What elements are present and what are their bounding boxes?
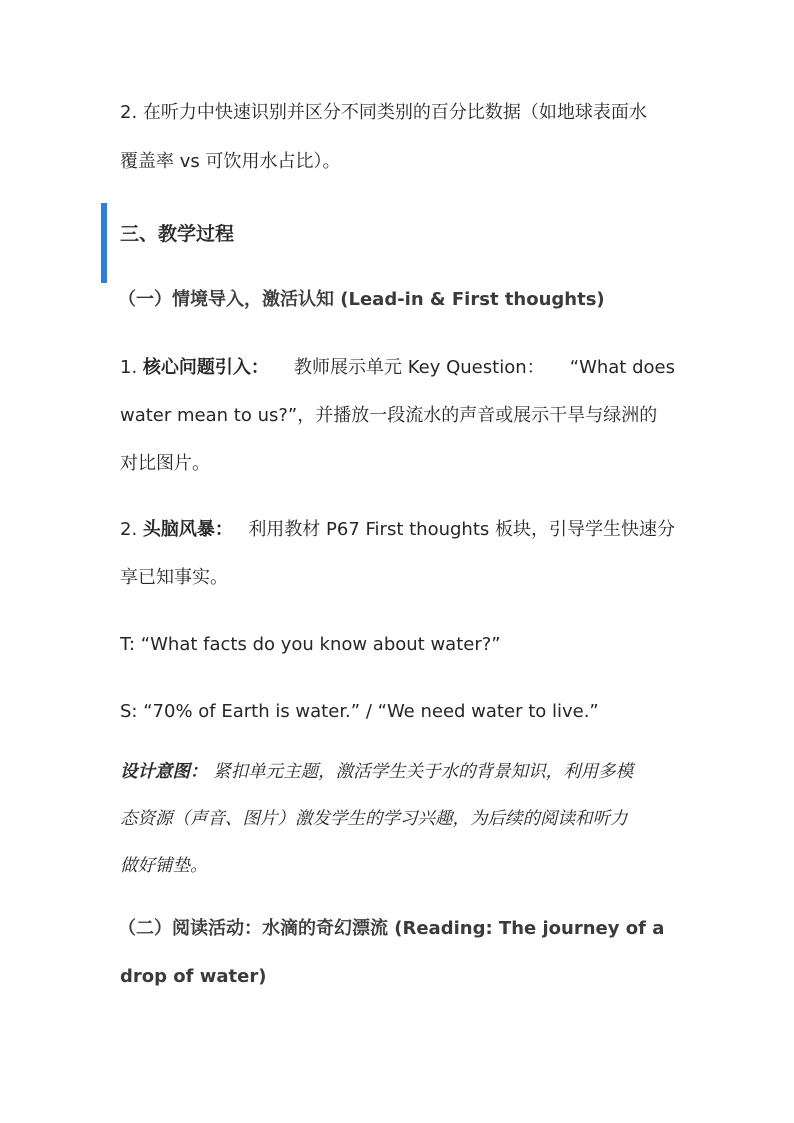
dialog-teacher: T: “What facts do you know about water?”	[120, 634, 501, 655]
item-2-label: 头脑风暴：	[142, 519, 233, 540]
dialog-student: S: “70% of Earth is water.” / “We need water to live.”	[120, 701, 599, 722]
item-2-line-2: 享已知事实。	[120, 567, 228, 588]
item-1-text-b: “What does	[569, 357, 675, 378]
item-1-label: 核心问题引入：	[142, 357, 269, 378]
design-intent-label: 设计意图：	[120, 762, 208, 782]
objective-2-line-2: 覆盖率 vs 可饮用水占比）。	[120, 151, 341, 172]
section-accent-bar	[101, 203, 107, 283]
objective-2-line-1: 2. 在听力中快速识别并区分不同类别的百分比数据（如地球表面水	[120, 102, 647, 123]
item-1-line-3: 对比图片。	[120, 453, 210, 474]
item-2-number: 2.	[120, 519, 143, 540]
part-1-heading: （一）情境导入，激活认知 (Lead-in & First thoughts)	[118, 289, 605, 310]
item-1-lead	[120, 357, 269, 379]
part-2-heading-line-2: drop of water)	[120, 966, 267, 987]
item-1-text-a: 教师展示单元 Key Question：	[294, 357, 545, 378]
part-2-heading-line-1: （二）阅读活动：水滴的奇幻漂流 (Reading: The journey of a	[118, 918, 665, 939]
item-1-line-1	[120, 357, 675, 379]
section-3-heading: 三、教学过程	[120, 223, 235, 245]
item-2-lead	[120, 519, 233, 541]
item-2-line-1	[120, 519, 675, 541]
design-intent-text-1: 紧扣单元主题，激活学生关于水的背景知识，利用多模	[213, 762, 634, 782]
design-intent-line-1	[120, 761, 633, 783]
item-1-line-2: water mean to us?”，并播放一段流水的声音或展示干旱与绿洲的	[120, 405, 658, 426]
item-1-number: 1.	[120, 357, 143, 378]
item-2-text: 利用教材 P67 First thoughts 板块，引导学生快速分	[248, 519, 675, 540]
design-intent-line-3: 做好铺垫。	[120, 856, 208, 876]
design-intent-line-2: 态资源（声音、图片）激发学生的学习兴趣，为后续的阅读和听力	[120, 809, 628, 829]
